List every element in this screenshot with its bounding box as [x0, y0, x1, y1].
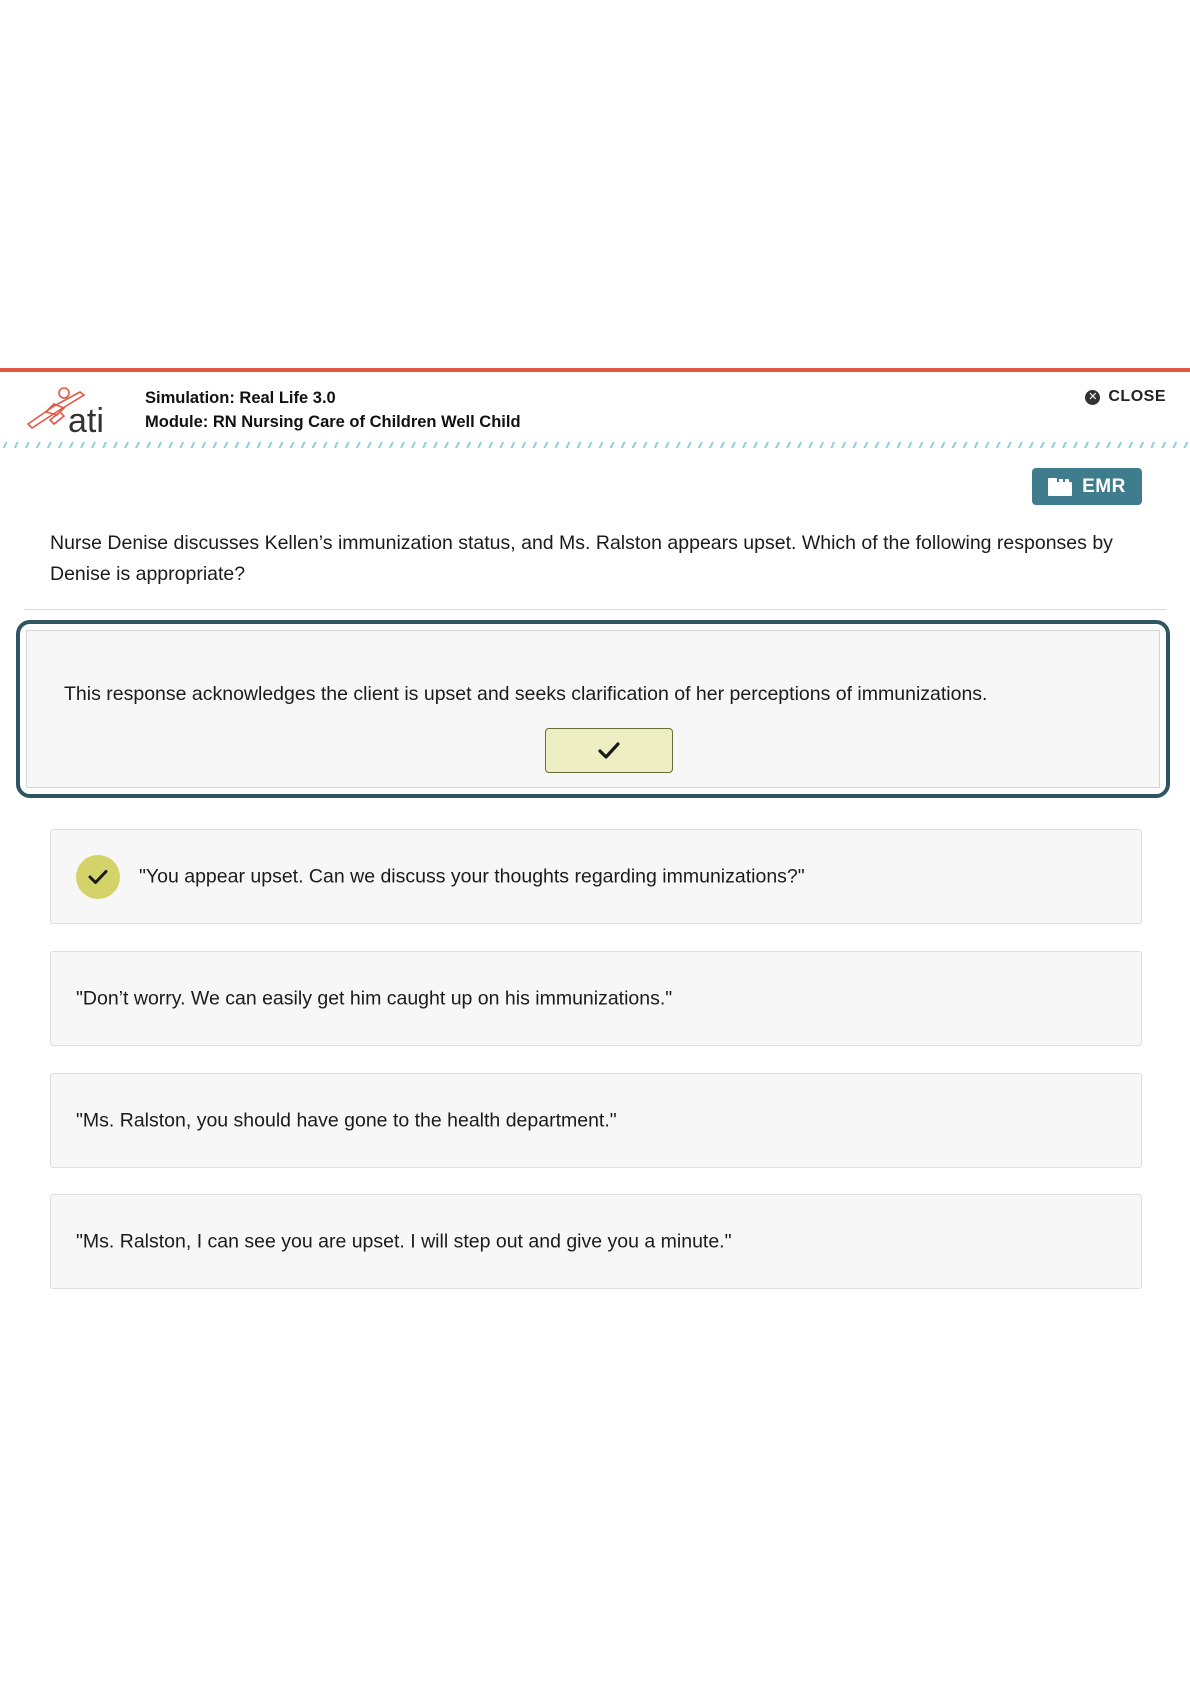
answer-option-text: "You appear upset. Can we discuss your thoughts regarding immunizations?" [139, 865, 805, 887]
selected-check-icon [76, 855, 120, 899]
ati-logo [24, 382, 122, 440]
question-text: Nurse Denise discusses Kellen’s immunization status, and Ms. Ralston appears upset. Which of the following responses by Denise is appropriate? [50, 532, 1113, 585]
close-icon: ✕ [1085, 390, 1100, 405]
module-title: Module: RN Nursing Care of Children Well Child [145, 413, 521, 431]
answer-option-text: "Ms. Ralston, you should have gone to the health department." [76, 1109, 617, 1131]
simulation-title: Simulation: Real Life 3.0 [145, 389, 336, 407]
dashed-divider [0, 442, 1190, 448]
folder-icon [1048, 478, 1072, 496]
feedback-panel [16, 620, 1170, 798]
answer-option-1[interactable] [50, 829, 1142, 924]
answer-option-text: "Don’t worry. We can easily get him caught up on his immunizations." [76, 987, 673, 1009]
answer-option-3[interactable] [50, 1073, 1142, 1168]
answer-option-4[interactable] [50, 1194, 1142, 1289]
close-label: CLOSE [1108, 388, 1166, 405]
check-icon [598, 742, 620, 760]
feedback-text: This response acknowledges the client is upset and seeks clarification of her perceptions of immunizations. [64, 683, 988, 705]
logo-text: ati [68, 402, 104, 440]
question-divider [24, 609, 1166, 610]
answer-option-2[interactable] [50, 951, 1142, 1046]
close-button[interactable] [1085, 388, 1166, 406]
feedback-panel-inner [26, 630, 1160, 788]
emr-button[interactable] [1032, 468, 1142, 505]
answer-option-text: "Ms. Ralston, I can see you are upset. I will step out and give you a minute." [76, 1230, 732, 1252]
emr-label: EMR [1082, 475, 1126, 497]
confirm-check-button[interactable] [545, 728, 673, 773]
header [0, 372, 1190, 446]
